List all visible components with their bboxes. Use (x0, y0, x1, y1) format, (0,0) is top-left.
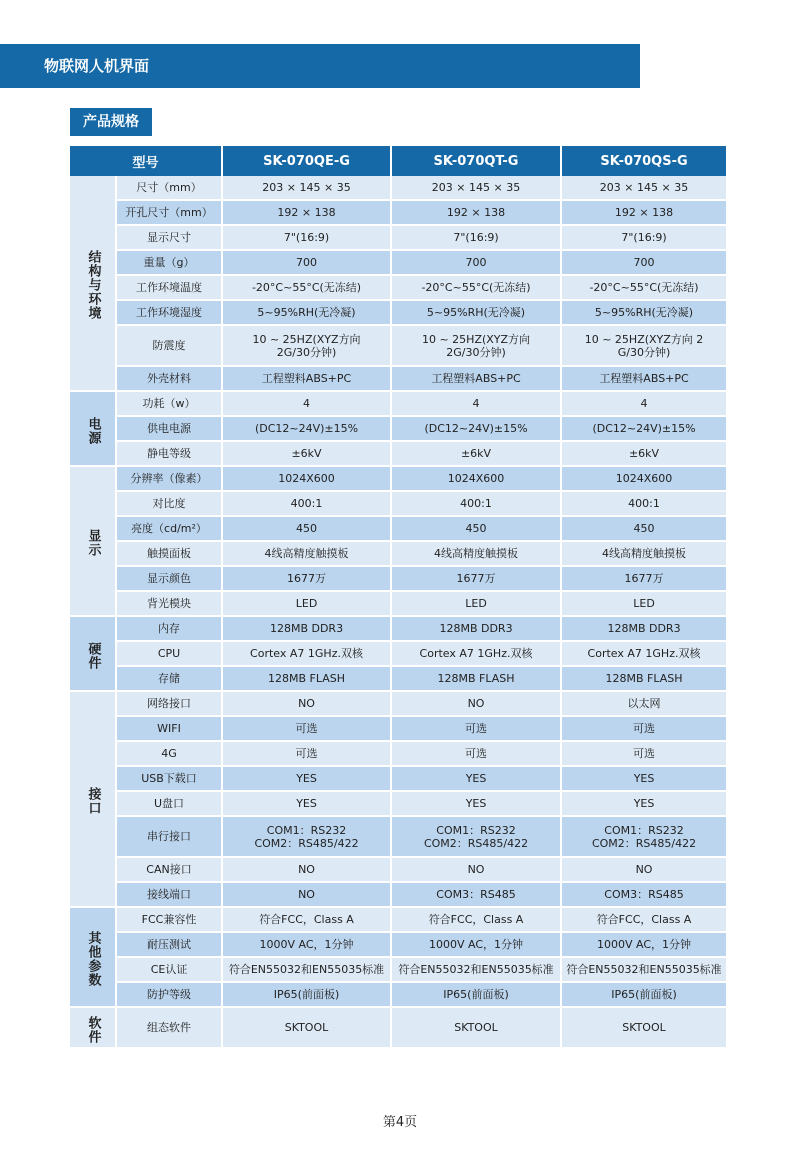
table-row (70, 326, 726, 367)
row-label: 接线端口 (117, 883, 223, 908)
spec-value-model-1: NO (223, 692, 392, 717)
spec-value-model-2: -20°C~55°C(无冻结) (392, 276, 562, 301)
spec-value-model-3: 400:1 (562, 492, 726, 517)
row-label: FCC兼容性 (117, 908, 223, 933)
spec-value-model-3: 符合EN55032和EN55035标准 (562, 958, 726, 983)
spec-value-model-3: LED (562, 592, 726, 617)
table-row (70, 392, 726, 417)
spec-value-model-1: NO (223, 883, 392, 908)
spec-value-model-1: YES (223, 792, 392, 817)
spec-value-model-3: 10 ~ 25HZ(XYZ方向 2 G/30分钟) (562, 326, 726, 367)
spec-value-model-2: 203 × 145 × 35 (392, 176, 562, 201)
spec-value-model-3: COM1：RS232 COM2：RS485/422 (562, 817, 726, 858)
table-row (70, 617, 726, 642)
group-label (70, 176, 117, 392)
row-label: 开孔尺寸（mm） (117, 201, 223, 226)
row-label: CPU (117, 642, 223, 667)
spec-value-model-1: COM1：RS232 COM2：RS485/422 (223, 817, 392, 858)
spec-value-model-2: Cortex A7 1GHz.双核 (392, 642, 562, 667)
table-row (70, 592, 726, 617)
row-label: CAN接口 (117, 858, 223, 883)
spec-value-model-3: 7"(16:9) (562, 226, 726, 251)
spec-value-model-1: IP65(前面板) (223, 983, 392, 1008)
table-row (70, 792, 726, 817)
spec-value-model-3: -20°C~55°C(无冻结) (562, 276, 726, 301)
group-label (70, 1008, 117, 1049)
spec-value-model-1: 符合FCC，Class A (223, 908, 392, 933)
row-label: 网络接口 (117, 692, 223, 717)
spec-value-model-2: YES (392, 792, 562, 817)
spec-value-model-2: COM1：RS232 COM2：RS485/422 (392, 817, 562, 858)
spec-value-model-2: 符合FCC，Class A (392, 908, 562, 933)
row-label: 显示尺寸 (117, 226, 223, 251)
row-label: 工作环境温度 (117, 276, 223, 301)
row-label: WIFI (117, 717, 223, 742)
spec-value-model-3: 符合FCC，Class A (562, 908, 726, 933)
row-label: 重量（g） (117, 251, 223, 276)
spec-value-model-1: 5~95%RH(无冷凝) (223, 301, 392, 326)
row-label: 对比度 (117, 492, 223, 517)
spec-table-body (70, 176, 726, 1049)
page-header-bar (0, 44, 640, 88)
row-label: 供电电源 (117, 417, 223, 442)
table-row (70, 983, 726, 1008)
spec-value-model-1: 可选 (223, 742, 392, 767)
spec-value-model-2: NO (392, 692, 562, 717)
spec-value-model-3: COM3：RS485 (562, 883, 726, 908)
spec-value-model-2: (DC12~24V)±15% (392, 417, 562, 442)
spec-value-model-2: COM3：RS485 (392, 883, 562, 908)
spec-value-model-3: 工程塑料ABS+PC (562, 367, 726, 392)
spec-value-model-3: NO (562, 858, 726, 883)
spec-value-model-2: 符合EN55032和EN55035标准 (392, 958, 562, 983)
spec-value-model-2: 128MB FLASH (392, 667, 562, 692)
spec-value-model-3: ±6kV (562, 442, 726, 467)
page-number: 第4页 (382, 1115, 418, 1130)
spec-value-model-1: 400:1 (223, 492, 392, 517)
spec-value-model-3: 可选 (562, 742, 726, 767)
spec-table (70, 146, 726, 1049)
row-label: CE认证 (117, 958, 223, 983)
table-row (70, 817, 726, 858)
spec-value-model-1: 1024X600 (223, 467, 392, 492)
spec-value-model-1: 128MB DDR3 (223, 617, 392, 642)
spec-value-model-2: 700 (392, 251, 562, 276)
model-header-1: SK-070QE-G (223, 146, 392, 176)
row-label: U盘口 (117, 792, 223, 817)
row-label: 亮度（cd/m²） (117, 517, 223, 542)
spec-value-model-2: YES (392, 767, 562, 792)
spec-value-model-2: 工程塑料ABS+PC (392, 367, 562, 392)
table-row (70, 542, 726, 567)
table-row (70, 517, 726, 542)
spec-value-model-3: 以太网 (562, 692, 726, 717)
row-label: 耐压测试 (117, 933, 223, 958)
row-label: USB下载口 (117, 767, 223, 792)
spec-value-model-3: IP65(前面板) (562, 983, 726, 1008)
table-row (70, 717, 726, 742)
table-header-row (70, 146, 726, 176)
table-row (70, 858, 726, 883)
spec-value-model-3: 192 × 138 (562, 201, 726, 226)
spec-value-model-3: YES (562, 767, 726, 792)
row-label: 串行接口 (117, 817, 223, 858)
spec-value-model-1: -20°C~55°C(无冻结) (223, 276, 392, 301)
spec-value-model-1: Cortex A7 1GHz.双核 (223, 642, 392, 667)
group-label (70, 467, 117, 617)
table-row (70, 933, 726, 958)
model-header-3: SK-070QS-G (562, 146, 726, 176)
spec-value-model-1: 1000V AC，1分钟 (223, 933, 392, 958)
group-label-text: 硬件 (85, 641, 101, 670)
group-label-text: 电源 (85, 416, 101, 445)
model-header-label: 型号 (70, 146, 223, 176)
spec-value-model-1: 可选 (223, 717, 392, 742)
spec-value-model-3: 5~95%RH(无冷凝) (562, 301, 726, 326)
table-row (70, 767, 726, 792)
spec-value-model-2: 可选 (392, 717, 562, 742)
spec-value-model-3: SKTOOL (562, 1008, 726, 1049)
row-label: 显示颜色 (117, 567, 223, 592)
spec-value-model-1: 4 (223, 392, 392, 417)
table-row (70, 567, 726, 592)
table-row (70, 301, 726, 326)
table-row (70, 201, 726, 226)
spec-value-model-2: 5~95%RH(无冷凝) (392, 301, 562, 326)
model-header-2: SK-070QT-G (392, 146, 562, 176)
table-row (70, 442, 726, 467)
spec-value-model-1: ±6kV (223, 442, 392, 467)
spec-value-model-3: 可选 (562, 717, 726, 742)
spec-value-model-2: 1677万 (392, 567, 562, 592)
group-label-text: 软件 (85, 1015, 101, 1044)
table-row (70, 667, 726, 692)
spec-value-model-3: 4线高精度触摸板 (562, 542, 726, 567)
row-label: 防震度 (117, 326, 223, 367)
spec-value-model-1: 4线高精度触摸板 (223, 542, 392, 567)
row-label: 防护等级 (117, 983, 223, 1008)
spec-value-model-2: 1000V AC，1分钟 (392, 933, 562, 958)
spec-value-model-3: YES (562, 792, 726, 817)
spec-value-model-1: 192 × 138 (223, 201, 392, 226)
table-row (70, 742, 726, 767)
spec-value-model-2: 450 (392, 517, 562, 542)
row-label: 触摸面板 (117, 542, 223, 567)
row-label: 内存 (117, 617, 223, 642)
spec-value-model-1: 符合EN55032和EN55035标准 (223, 958, 392, 983)
spec-value-model-3: 128MB DDR3 (562, 617, 726, 642)
spec-value-model-2: ±6kV (392, 442, 562, 467)
table-row (70, 367, 726, 392)
group-label (70, 617, 117, 692)
spec-value-model-2: 7"(16:9) (392, 226, 562, 251)
row-label: 存储 (117, 667, 223, 692)
row-label: 工作环境湿度 (117, 301, 223, 326)
row-label: 4G (117, 742, 223, 767)
row-label: 功耗（w） (117, 392, 223, 417)
spec-value-model-1: YES (223, 767, 392, 792)
spec-value-model-2: 400:1 (392, 492, 562, 517)
spec-value-model-3: (DC12~24V)±15% (562, 417, 726, 442)
table-row (70, 883, 726, 908)
spec-value-model-1: 10 ~ 25HZ(XYZ方向 2G/30分钟) (223, 326, 392, 367)
spec-value-model-2: 4线高精度触摸板 (392, 542, 562, 567)
spec-value-model-1: 450 (223, 517, 392, 542)
group-label (70, 392, 117, 467)
spec-value-model-1: SKTOOL (223, 1008, 392, 1049)
table-row (70, 1008, 726, 1049)
table-row (70, 467, 726, 492)
row-label: 尺寸（mm） (117, 176, 223, 201)
table-row (70, 692, 726, 717)
spec-value-model-1: 700 (223, 251, 392, 276)
table-row (70, 176, 726, 201)
spec-value-model-2: 192 × 138 (392, 201, 562, 226)
spec-value-model-2: 128MB DDR3 (392, 617, 562, 642)
spec-value-model-3: 1677万 (562, 567, 726, 592)
table-row (70, 226, 726, 251)
spec-value-model-2: IP65(前面板) (392, 983, 562, 1008)
group-label (70, 908, 117, 1008)
spec-value-model-3: 203 × 145 × 35 (562, 176, 726, 201)
spec-value-model-1: 128MB FLASH (223, 667, 392, 692)
spec-value-model-1: 1677万 (223, 567, 392, 592)
spec-value-model-2: 10 ~ 25HZ(XYZ方向 2G/30分钟) (392, 326, 562, 367)
row-label: 组态软件 (117, 1008, 223, 1049)
spec-value-model-1: 203 × 145 × 35 (223, 176, 392, 201)
spec-value-model-1: NO (223, 858, 392, 883)
spec-value-model-2: SKTOOL (392, 1008, 562, 1049)
table-row (70, 958, 726, 983)
page-header-title: 物联网人机界面 (44, 57, 150, 75)
table-row (70, 642, 726, 667)
spec-value-model-1: (DC12~24V)±15% (223, 417, 392, 442)
group-label-text: 显示 (85, 529, 101, 557)
table-row (70, 251, 726, 276)
spec-value-model-2: LED (392, 592, 562, 617)
group-label-text: 其他参数 (85, 931, 101, 987)
spec-value-model-1: 7"(16:9) (223, 226, 392, 251)
group-label-text: 结构与环境 (85, 250, 101, 320)
spec-value-model-3: Cortex A7 1GHz.双核 (562, 642, 726, 667)
table-row (70, 417, 726, 442)
spec-value-model-3: 1024X600 (562, 467, 726, 492)
spec-value-model-2: NO (392, 858, 562, 883)
spec-value-model-1: LED (223, 592, 392, 617)
row-label: 背光模块 (117, 592, 223, 617)
spec-value-model-2: 可选 (392, 742, 562, 767)
spec-value-model-3: 450 (562, 517, 726, 542)
spec-value-model-2: 1024X600 (392, 467, 562, 492)
spec-value-model-3: 1000V AC，1分钟 (562, 933, 726, 958)
table-row (70, 492, 726, 517)
spec-value-model-3: 700 (562, 251, 726, 276)
spec-value-model-3: 4 (562, 392, 726, 417)
group-label-text: 接口 (85, 787, 101, 815)
spec-value-model-3: 128MB FLASH (562, 667, 726, 692)
spec-value-model-1: 工程塑料ABS+PC (223, 367, 392, 392)
section-title: 产品规格 (70, 108, 152, 136)
row-label: 分辨率（像素） (117, 467, 223, 492)
table-row (70, 276, 726, 301)
row-label: 静电等级 (117, 442, 223, 467)
group-label (70, 692, 117, 908)
spec-value-model-2: 4 (392, 392, 562, 417)
table-row (70, 908, 726, 933)
row-label: 外壳材料 (117, 367, 223, 392)
